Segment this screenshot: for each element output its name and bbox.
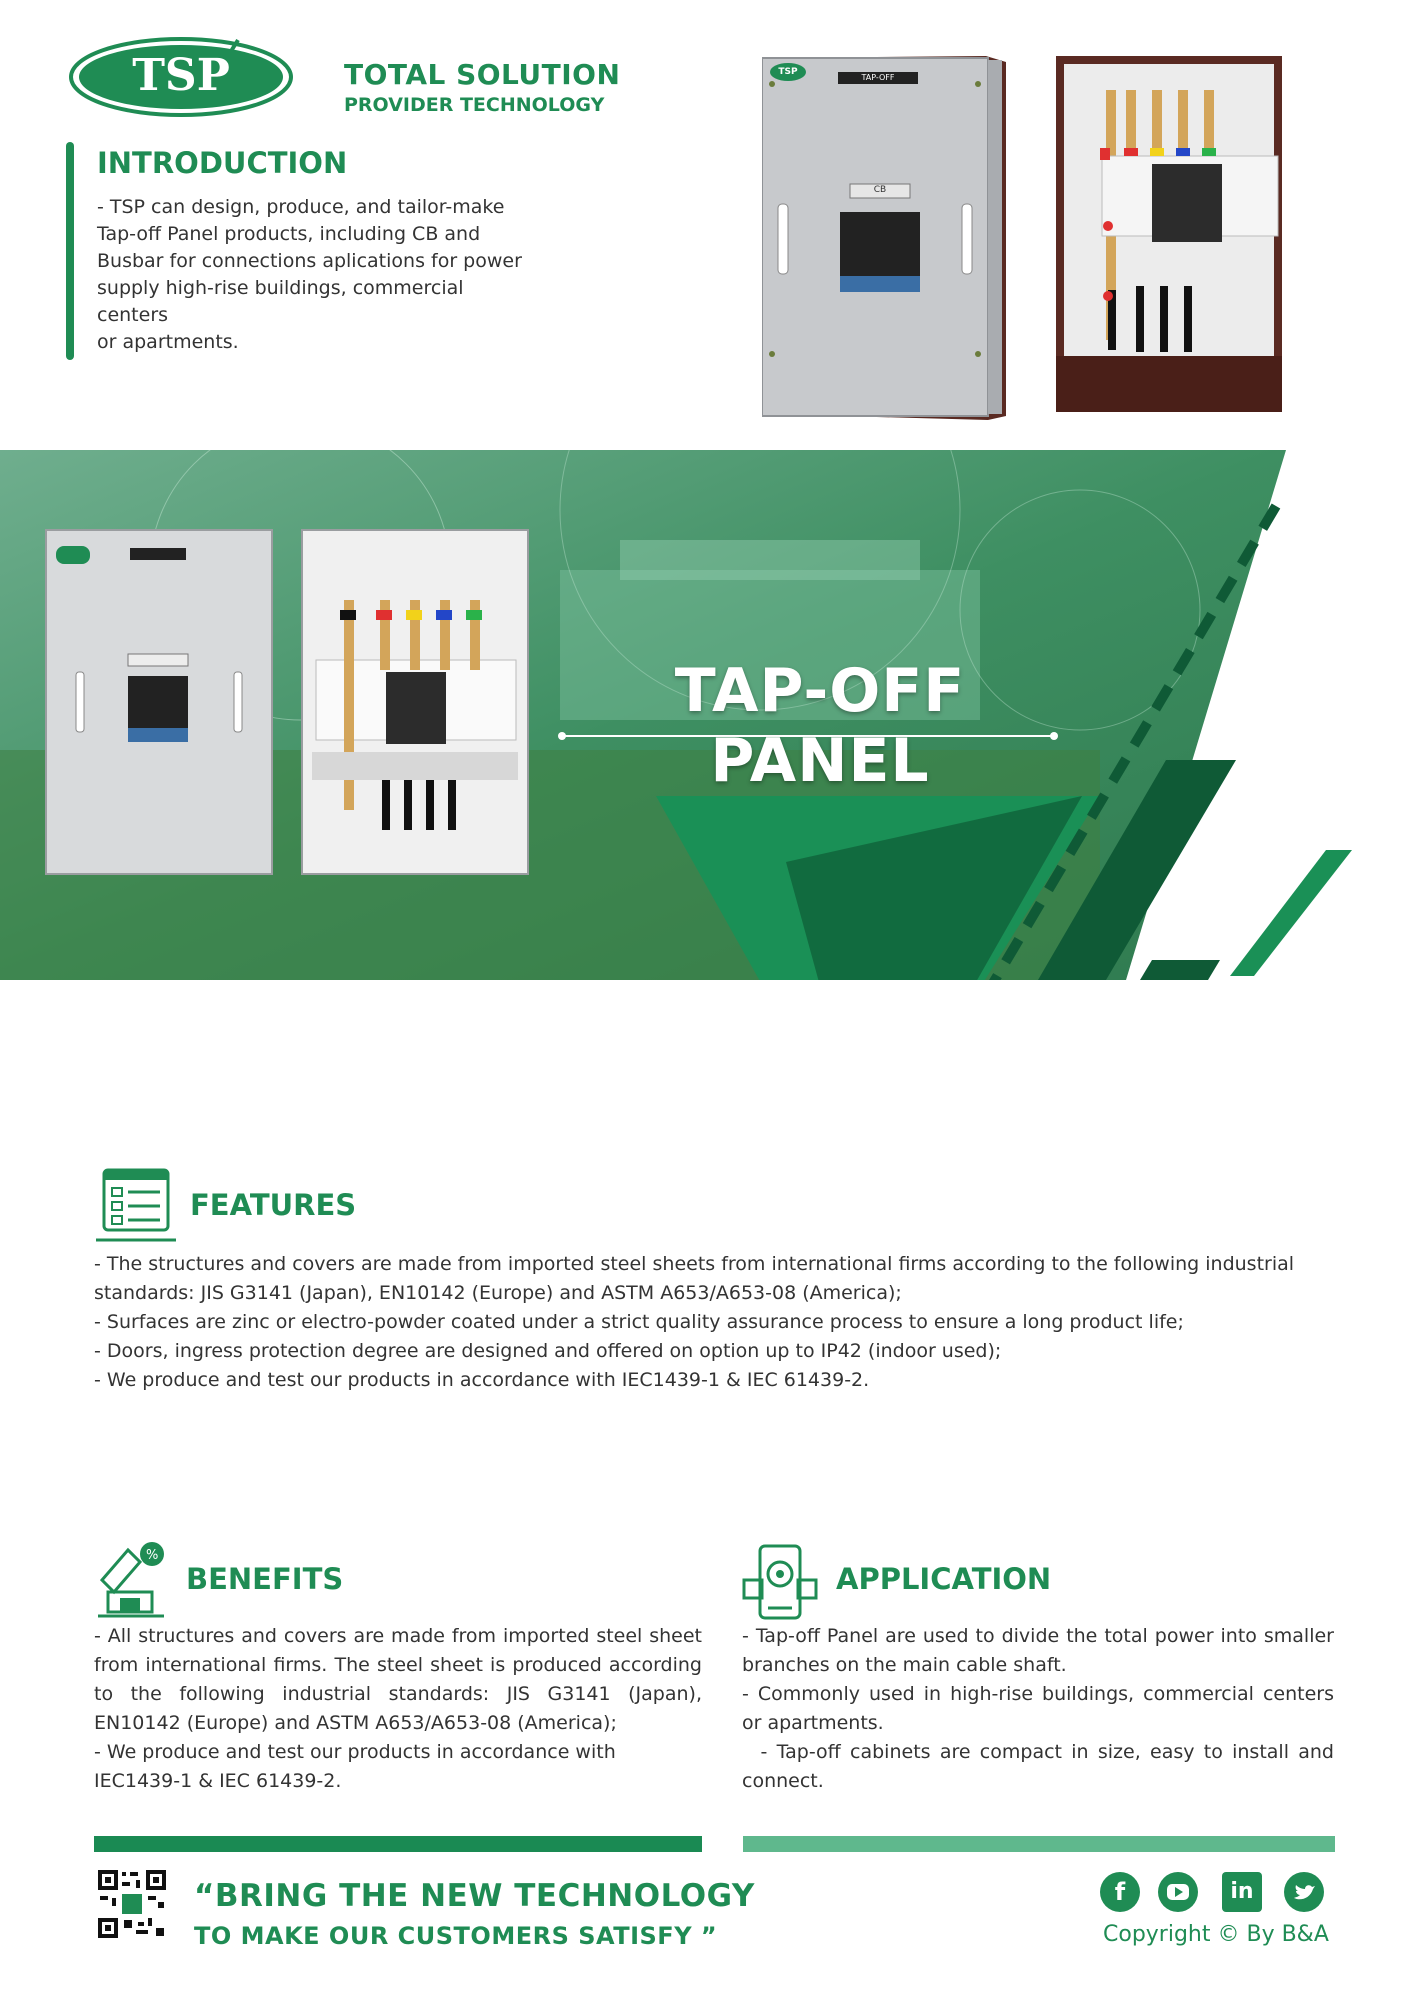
intro-line: Busbar for connections aplications for power (97, 250, 522, 272)
benefits-icon (94, 1540, 170, 1620)
cabinet-closed-image (762, 54, 1008, 420)
intro-line: or apartments. (97, 331, 239, 353)
intro-line: supply high-rise buildings, commercial centers (97, 277, 464, 326)
intro-line: - TSP can design, produce, and tailor-make (97, 196, 505, 218)
logo-text: TSP (132, 50, 230, 101)
benefits-paragraph: - All structures and covers are made from imported steel sheet from international firms. The steel sheet is produced according to the following industrial standards: JIS G3141 (Japan), EN10142 (Europe) and ASTM A653/A653-08 (America); (94, 1625, 702, 1734)
intro-line: Tap-off Panel products, including CB and (97, 223, 481, 245)
divider-bar-left (94, 1836, 702, 1852)
cabinet-open-image (1056, 56, 1282, 412)
features-line: standards: JIS G3141 (Japan), EN10142 (Europe) and ASTM A653/A653-08 (America); (94, 1282, 902, 1304)
features-line: - Surfaces are zinc or electro-powder coated under a strict quality assurance process to ensure a long product life; (94, 1311, 1184, 1333)
application-text (742, 1622, 1341, 1796)
divider-bar-right (743, 1836, 1335, 1852)
intro-text (97, 194, 527, 356)
benefits-title: BENEFITS (186, 1562, 344, 1596)
cabinet-logo-text: TSP (778, 67, 798, 77)
brand-line-2: PROVIDER TECHNOLOGY (344, 94, 605, 116)
facebook-icon[interactable]: f (1100, 1872, 1140, 1912)
application-paragraph: - Tap-off cabinets are compact in size, easy to install and connect. (742, 1741, 1341, 1792)
benefits-text (94, 1622, 702, 1796)
application-paragraph: - Tap-off Panel are used to divide the total power into smaller branches on the main cable shaft. (742, 1625, 1334, 1676)
application-title: APPLICATION (836, 1562, 1052, 1596)
slogan-line-2: TO MAKE OUR CUSTOMERS SATISFY ” (194, 1922, 718, 1950)
cb-label: CB (873, 185, 887, 195)
intro-accent-bar (66, 142, 74, 360)
features-title: FEATURES (190, 1188, 357, 1222)
qr-code[interactable] (96, 1868, 168, 1940)
linkedin-icon[interactable]: in (1222, 1872, 1262, 1912)
features-line: - We produce and test our products in accordance with IEC1439-1 & IEC 61439-2. (94, 1369, 870, 1391)
intro-title: INTRODUCTION (97, 146, 348, 180)
svg-text:%: % (146, 1548, 159, 1563)
features-text (94, 1250, 1344, 1395)
twitter-icon[interactable] (1284, 1872, 1324, 1912)
youtube-icon[interactable] (1158, 1872, 1198, 1912)
application-paragraph: - Commonly used in high-rise buildings, commercial centers or apartments. (742, 1683, 1334, 1734)
benefits-paragraph-2: - We produce and test our products in accordance with IEC1439-1 & IEC 61439-2. (94, 1741, 616, 1792)
features-icon (94, 1168, 178, 1246)
brand-line-1: TOTAL SOLUTION (344, 58, 621, 91)
features-line: - Doors, ingress protection degree are designed and offered on option up to IP42 (indoor used); (94, 1340, 1002, 1362)
slogan-line-1: “BRING THE NEW TECHNOLOGY (194, 1878, 755, 1914)
copyright-text: Copyright © By B&A (1103, 1922, 1329, 1947)
door-label: TAP-OFF (861, 73, 895, 82)
application-icon (742, 1544, 818, 1622)
tsp-logo (68, 36, 294, 118)
features-line: - The structures and covers are made from imported steel sheets from international firms according to the following industrial (94, 1253, 1295, 1275)
banner-title: TAP-OFF PANEL (674, 656, 966, 796)
